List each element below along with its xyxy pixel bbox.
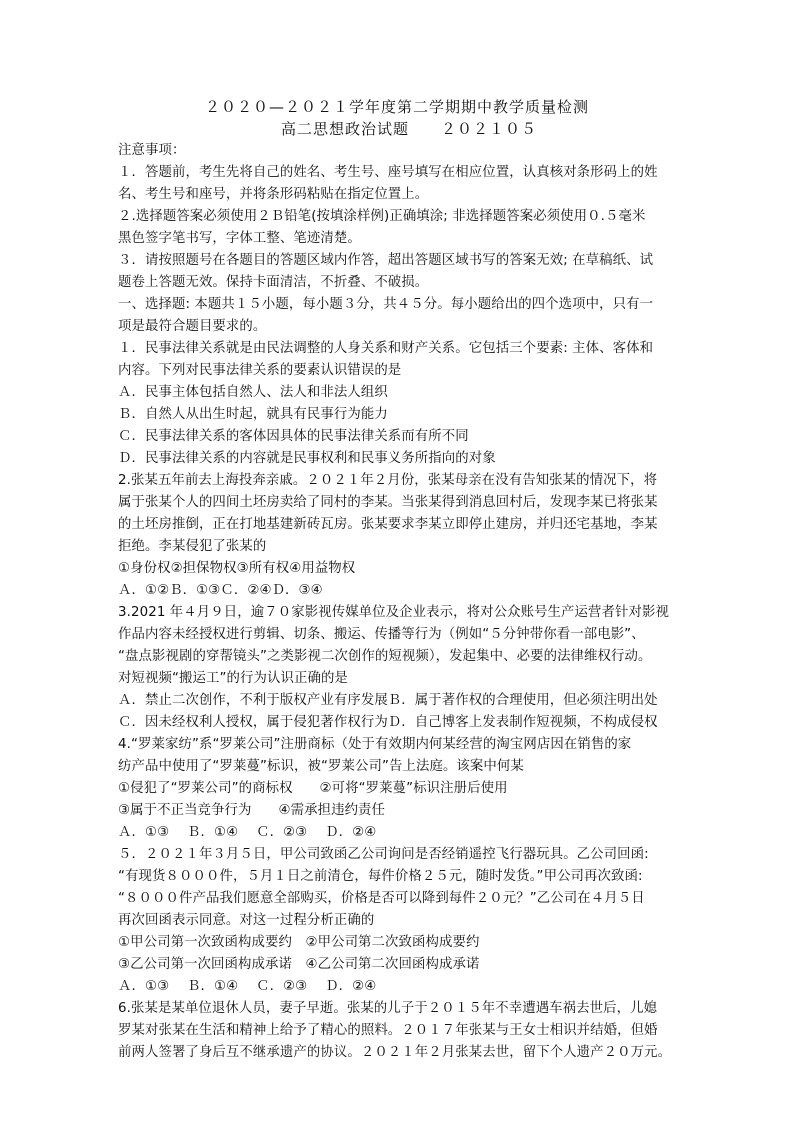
question-1-option: Ｄ．民事法律关系的内容就是民事权利和民事义务所指向的对象 bbox=[118, 451, 496, 466]
question-5-stem: 再次回函表示同意。对这一过程分析正确的 bbox=[118, 913, 375, 928]
notice-line: 黑色签字笔书写，字体工整、笔迹清楚。 bbox=[118, 231, 361, 246]
question-2-items: ①身份权②担保物权③所有权④用益物权 bbox=[118, 561, 356, 576]
question-5-items: ①甲公司第一次致函构成要约 ②甲公司第二次致函构成要约 bbox=[118, 935, 480, 950]
question-3-stem: 对短视频“搬运工”的行为认识正确的是 bbox=[118, 671, 348, 686]
question-5-options: Ａ．①③ Ｂ．①④ Ｃ．②③ Ｄ．②④ bbox=[118, 979, 377, 994]
question-3-options: Ｃ．因未经权利人授权，属于侵犯著作权行为Ｄ．自己博客上发表制作短视频，不构成侵权 bbox=[118, 715, 658, 730]
question-4-stem: 纺产品中使用了“罗莱蔓”标识，被“罗莱公司”告上法庭。该案中何某 bbox=[118, 759, 524, 774]
question-1-option: Ｃ．民事法律关系的客体因具体的民事法律关系而有所不同 bbox=[118, 429, 469, 444]
notice-line: ２.选择题答案必须使用２Ｂ铅笔(按填涂样例)正确填涂; 非选择题答案必须使用０.５毫米 bbox=[118, 209, 646, 224]
question-4-stem: 4.“罗莱家纺”系“罗莱公司”注册商标（处于有效期内何某经营的淘宝网店因在销售的家 bbox=[118, 737, 632, 752]
exam-title: ２０２０—２０２１学年度第二学期期中教学质量检测 bbox=[204, 98, 589, 116]
question-2-stem: 属于张某个人的四间土坯房卖给了同村的李某。当张某得到消息回村后，发现李某已将张某 bbox=[118, 495, 658, 510]
question-5-stem: “有现货８０００件，５月１日之前清仓，每件价格２５元，随时发货。”甲公司再次致函: bbox=[118, 869, 643, 884]
question-1-stem: １．民事法律关系就是由民法调整的人身关系和财产关系。它包括三个要素: 主体、客体和 bbox=[118, 341, 654, 356]
question-1-option: Ｂ．自然人从出生时起，就具有民事行为能力 bbox=[118, 407, 388, 422]
question-3-options: Ａ．禁止二次创作，不利于版权产业有序发展Ｂ．属于著作权的合理使用，但必须注明出处 bbox=[118, 693, 658, 708]
question-4-items: ①侵犯了“罗莱公司”的商标权 ②可将“罗莱蔓”标识注册后使用 bbox=[118, 781, 508, 796]
question-4-items: ③属于不正当竞争行为 ④需承担违约责任 bbox=[118, 803, 386, 818]
section-heading: 项是最符合题目要求的。 bbox=[118, 319, 267, 334]
exam-subtitle: 高二思想政治试题 ２０２１０５ bbox=[280, 120, 537, 138]
question-6-stem: 前两人签署了身后互不继承遗产的协议。２０２１年２月张某去世，留下个人遗产２０万元。 bbox=[118, 1045, 672, 1060]
section-heading: 一、选择题: 本题共１５小题，每小题３分，共４５分。每小题给出的四个选项中，只有一 bbox=[118, 297, 654, 312]
question-3-stem: 作品内容未经授权进行剪辑、切条、搬运、传播等行为（例如“５分钟带你看一部电影”、 bbox=[118, 627, 645, 642]
question-5-stem: ５．２０２１年３月５日，甲公司致函乙公司询问是否经销遥控飞行器玩具。乙公司回函: bbox=[118, 847, 649, 862]
notice-line: ３．请按照题号在各题目的答题区域内作答，超出答题区域书写的答案无效; 在草稿纸、试 bbox=[118, 253, 654, 268]
question-1-option: Ａ．民事主体包括自然人、法人和非法人组织 bbox=[118, 385, 388, 400]
question-6-stem: 6.张某是某单位退休人员，妻子早逝。张某的儿子于２０１５年不幸遭遇车祸去世后，儿媳 bbox=[118, 1001, 658, 1016]
question-3-stem: “盘点影视剧的穿帮镜头”之类影视二次创作的短视频），发起集中、必要的法律维权行动。 bbox=[118, 649, 652, 664]
notice-line: １．答题前，考生先将自己的姓名、考生号、座号填写在相应位置，认真核对条形码上的姓 bbox=[118, 165, 658, 180]
question-2-stem: 的土坯房推倒，正在打地基建新砖瓦房。张某要求李某立即停止建房，并归还宅基地，李某 bbox=[118, 517, 658, 532]
question-4-options: Ａ．①③ Ｂ．①④ Ｃ．②③ Ｄ．②④ bbox=[118, 825, 377, 840]
question-2-stem: 拒绝。李某侵犯了张某的 bbox=[118, 539, 267, 554]
question-3-stem: 3.2021 年４月９日，逾７０家影视传媒单位及企业表示，将对公众账号生产运营者针对影视 bbox=[118, 605, 669, 620]
question-1-stem: 内容。下列对民事法律关系的要素认识错误的是 bbox=[118, 363, 402, 378]
notice-line: 题卷上答题无效。保持卡面清洁，不折叠、不破损。 bbox=[118, 275, 429, 290]
question-5-stem: “８０００件产品我们愿意全部购买，价格是否可以降到每件２０元？”乙公司在４月５日 bbox=[118, 891, 645, 906]
question-2-options: Ａ．①②Ｂ．①③Ｃ．②④Ｄ．③④ bbox=[118, 583, 323, 598]
question-6-stem: 罗某对张某在生活和精神上给予了精心的照料。２０１７年张某与王女士相识并结婚，但婚 bbox=[118, 1023, 658, 1038]
notice-heading: 注意事项： bbox=[118, 143, 186, 158]
question-2-stem: 2.张某五年前去上海投奔亲戚。２０２１年２月份，张某母亲在没有告知张某的情况下，将 bbox=[118, 473, 658, 488]
notice-line: 名、考生号和座号，并将条形码粘贴在指定位置上。 bbox=[118, 187, 429, 202]
question-5-items: ③乙公司第一次回函构成承诺 ④乙公司第二次回函构成承诺 bbox=[118, 957, 480, 972]
